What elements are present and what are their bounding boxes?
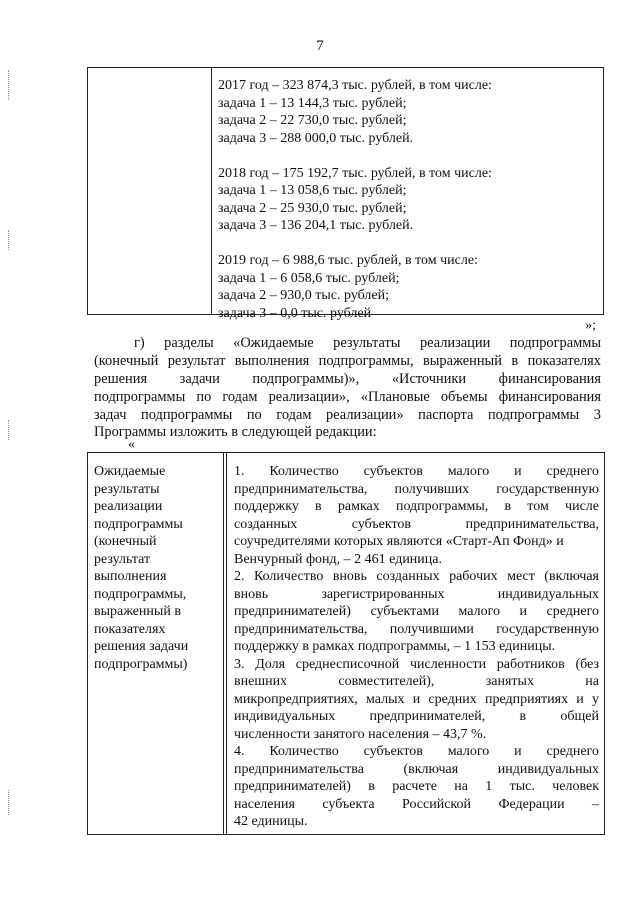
- content-line: внешних совместителей), занятых на: [234, 674, 599, 689]
- financing-table: [87, 67, 604, 321]
- content-line: 4. Количество субъектов малого и среднего: [234, 744, 599, 759]
- text-line: 2018 год – 175 192,7 тыс. рублей, в том числе:: [218, 165, 492, 181]
- header-line: подпрограммы: [94, 516, 183, 532]
- page-number: 7: [316, 38, 324, 54]
- paragraph-line: задач подпрограммы по годам реализации» паспорта подпрограммы 3: [94, 406, 601, 423]
- header-line: реализации: [94, 499, 163, 514]
- header-line: результат: [94, 551, 151, 567]
- results-header-cell: [94, 463, 216, 673]
- content-line: поддержку в рамках подпрограммы, в том числе: [234, 499, 599, 514]
- paragraph-line: решения задачи подпрограммы)», «Источники финансирования: [94, 370, 601, 387]
- margin-mark: [8, 70, 9, 100]
- header-line: показателях: [94, 621, 166, 637]
- text-line: задача 3 – 136 204,1 тыс. рублей.: [218, 218, 414, 233]
- content-line: 1. Количество субъектов малого и среднего: [234, 464, 599, 479]
- header-line: (конечный: [94, 534, 157, 549]
- text-line: 2019 год – 6 988,6 тыс. рублей, в том числе:: [218, 253, 478, 268]
- content-line: созданных субъектов предпринимательства,: [234, 516, 599, 532]
- amendment-paragraph: [94, 335, 601, 442]
- text-line: задача 3 – 288 000,0 тыс. рублей.: [218, 130, 414, 146]
- content-line: 42 единицы.: [234, 814, 308, 829]
- text-line: задача 2 – 22 730,0 тыс. рублей;: [218, 113, 407, 128]
- results-table: [87, 452, 605, 835]
- year-group-2019: [218, 252, 597, 322]
- table-divider: [223, 453, 224, 834]
- table-divider: [211, 68, 212, 314]
- paragraph-line: г) разделы «Ожидаемые результаты реализации подпрограммы: [134, 335, 601, 351]
- financing-cell: [218, 77, 597, 322]
- header-line: выраженный в: [94, 604, 181, 619]
- header-line: решения задачи: [94, 639, 189, 654]
- paragraph-line: (конечный результат выполнения подпрограммы, выраженный в показателях: [94, 352, 601, 369]
- text-line: задача 1 – 13 058,6 тыс. рублей;: [218, 183, 407, 198]
- content-line: микропредприятиях, малых и средних предприятиях и у: [234, 691, 599, 707]
- header-line: Ожидаемые: [94, 464, 166, 479]
- header-line: результаты: [94, 481, 160, 497]
- content-line: 2. Количество вновь созданных рабочих мест (включая: [234, 569, 599, 584]
- text-line: задача 1 – 13 144,3 тыс. рублей;: [218, 95, 407, 111]
- paragraph-line: Программы изложить в следующей редакции:: [94, 424, 377, 441]
- year-group-2018: [218, 165, 597, 235]
- content-line: поддержку в рамках подпрограммы, – 1 153 единицы.: [234, 639, 556, 654]
- closing-quote: »;: [585, 318, 596, 333]
- header-line: подпрограммы,: [94, 586, 187, 602]
- text-line: задача 2 – 25 930,0 тыс. рублей;: [218, 200, 407, 216]
- text-line: задача 3 – 0,0 тыс. рублей: [218, 305, 372, 321]
- content-line: предпринимательства, получившими государственную: [234, 621, 599, 637]
- header-line: выполнения: [94, 569, 167, 584]
- content-line: Венчурный фонд, – 2 461 единица.: [234, 551, 442, 567]
- paragraph-line: подпрограммы по годам реализации», «Плановые объемы финансирования: [94, 388, 601, 405]
- content-line: предпринимательства (включая индивидуальных: [234, 761, 599, 777]
- content-line: соучредителями которых являются «Старт-Ап Фонд» и: [234, 534, 564, 549]
- margin-mark: [8, 420, 9, 440]
- margin-mark: [8, 790, 9, 815]
- header-line: подпрограммы): [94, 656, 188, 672]
- results-content-cell: [234, 463, 599, 831]
- content-line: вновь зарегистрированных индивидуальных: [234, 586, 599, 602]
- opening-quote: «: [128, 437, 135, 452]
- content-line: 3. Доля среднесписочной численности работников (без: [234, 656, 599, 672]
- content-line: предпринимателей) в расчете на 1 тыс. человек: [234, 779, 599, 794]
- year-group-2017: [218, 77, 597, 147]
- text-line: задача 1 – 6 058,6 тыс. рублей;: [218, 270, 400, 286]
- content-line: численности занятого населения – 43,7 %.: [234, 726, 487, 742]
- content-line: населения субъекта Российской Федерации –: [234, 796, 599, 812]
- content-line: индивидуальных предпринимателей, в общей: [234, 709, 599, 724]
- margin-mark: [8, 230, 9, 250]
- table-divider: [226, 453, 227, 834]
- content-line: предпринимательства, получивших государственную: [234, 481, 599, 497]
- content-line: предпринимателей) субъектами малого и среднего: [234, 604, 599, 619]
- text-line: 2017 год – 323 874,3 тыс. рублей, в том числе:: [218, 78, 492, 93]
- text-line: задача 2 – 930,0 тыс. рублей;: [218, 288, 390, 303]
